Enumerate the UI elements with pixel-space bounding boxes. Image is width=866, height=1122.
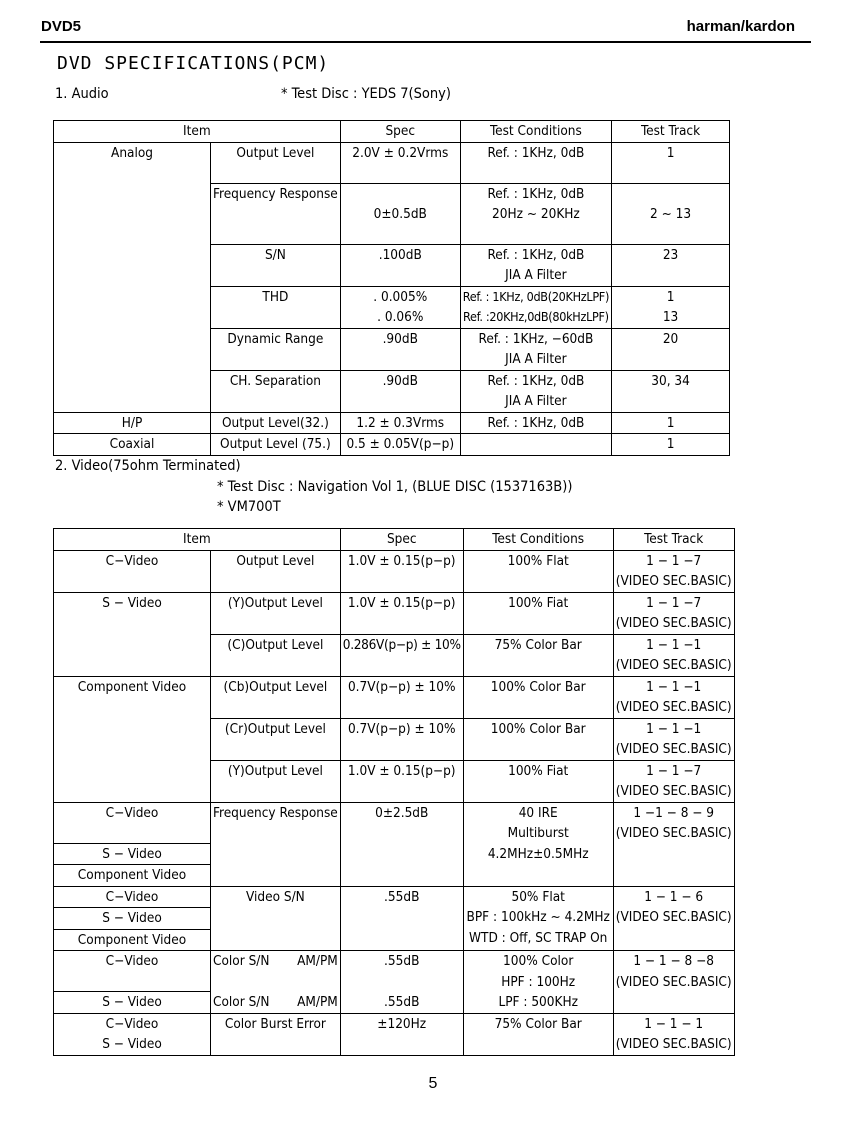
track-note: (VIDEO SEC.BASIC) [615, 783, 732, 799]
item-cell: (C)Output Level [211, 634, 341, 676]
item-cell [211, 951, 341, 992]
group-label: H/P [54, 412, 211, 434]
column-header: Item [54, 529, 341, 551]
condition-line: Ref. : 1KHz, 0dB [487, 185, 585, 202]
condition-line: 20Hz ~ 20KHz [492, 206, 580, 222]
item-cell [211, 992, 341, 1014]
group-label: S − Video [54, 992, 211, 1014]
track-value: 1 − 1 −7 [646, 762, 702, 779]
spec-cell: .55dB [340, 951, 463, 992]
spec-cell: 0.7V(p−p) ± 10% [340, 718, 463, 760]
condition-cell [460, 328, 611, 370]
spec-cell: .90dB [340, 328, 460, 370]
track-note: (VIDEO SEC.BASIC) [615, 973, 732, 990]
condition-cell: Ref. : 1KHz, 0dB [460, 142, 611, 183]
group-label: Component Video [54, 676, 211, 802]
condition-cell: 100% Fiat [463, 760, 613, 802]
condition-line: Multiburst [507, 825, 569, 841]
condition-cell [460, 244, 611, 286]
spec-cell: 0±2.5dB [340, 802, 463, 886]
column-header: Test Track [612, 121, 730, 143]
condition-line: HPF : 100Hz [501, 973, 576, 990]
video-heading: 2. Video(75ohm Terminated) [55, 458, 241, 474]
video-spec-table [53, 528, 735, 1056]
group-label: Coaxial [54, 434, 211, 456]
spec-cell: 1.0V ± 0.15(p−p) [340, 592, 463, 634]
track-note: (VIDEO SEC.BASIC) [615, 909, 732, 925]
track-value: 1 −1 − 8 − 9 [633, 804, 715, 821]
group-label: Component Video [54, 929, 211, 951]
spec-cell: 0.7V(p−p) ± 10% [340, 676, 463, 718]
condition-cell: 75% Color Bar [463, 1013, 613, 1055]
condition-line: JIA A Filter [505, 351, 567, 367]
video-test-equipment: * VM700T [217, 499, 281, 515]
spec-cell: .55dB [340, 992, 463, 1014]
track-cell [613, 550, 734, 592]
model-name: DVD5 [41, 18, 82, 35]
condition-cell [460, 286, 611, 328]
spec-cell: .55dB [340, 886, 463, 951]
track-cell: 23 [612, 244, 730, 286]
column-header: Test Conditions [463, 529, 613, 551]
condition-cell: 100% Color Bar [463, 676, 613, 718]
condition-cell: 75% Color Bar [463, 634, 613, 676]
spec-cell: ±120Hz [340, 1013, 463, 1055]
group-label: C−Video [54, 802, 211, 843]
track-cell [613, 1013, 734, 1055]
track-value: 1 − 1 − 8 −8 [633, 953, 715, 969]
item-cell: Output Level(32.) [211, 412, 341, 434]
condition-line: Ref. : 1KHz, −60dB [478, 330, 594, 347]
column-header: Test Track [613, 529, 734, 551]
condition-line: WTD : Off, SC TRAP On [469, 929, 608, 946]
track-note: (VIDEO SEC.BASIC) [615, 573, 732, 589]
group-line: S − Video [102, 1036, 162, 1052]
track-cell [613, 676, 734, 718]
spec-value: . 0.005% [373, 288, 428, 305]
page-number: 5 [428, 1075, 438, 1092]
condition-cell: 100% Flat [463, 550, 613, 592]
spec-cell: 2.0V ± 0.2Vrms [340, 142, 460, 183]
track-note: (VIDEO SEC.BASIC) [615, 657, 732, 673]
condition-line: JIA A Filter [505, 393, 567, 409]
track-value: 1 − 1 −1 [646, 678, 702, 695]
track-value: 1 − 1 −7 [646, 594, 702, 611]
spec-cell: .100dB [340, 244, 460, 286]
page-title: DVD SPECIFICATIONS(PCM) [57, 53, 330, 74]
item-cell: (Y)Output Level [211, 760, 341, 802]
condition-line: Ref. : 1KHz, 0dB(20KHzLPF) [462, 288, 610, 304]
condition-line: BPF : 100kHz ~ 4.2MHz [466, 909, 610, 925]
track-note: (VIDEO SEC.BASIC) [615, 699, 732, 715]
item-cell: Video S/N [211, 886, 341, 951]
group-label: S − Video [54, 843, 211, 865]
track-note: (VIDEO SEC.BASIC) [615, 1036, 732, 1052]
track-note: (VIDEO SEC.BASIC) [615, 825, 732, 841]
track-cell: 1 [612, 412, 730, 434]
condition-cell: 100% Color Bar [463, 718, 613, 760]
track-cell: 30, 34 [612, 370, 730, 412]
item-cell: Output Level [211, 142, 341, 183]
group-label: Analog [54, 142, 211, 412]
item-cell: (Cb)Output Level [211, 676, 341, 718]
condition-cell: 100% Fiat [463, 592, 613, 634]
track-cell [612, 286, 730, 328]
column-header: Spec [340, 121, 460, 143]
spec-cell: 0.5 ± 0.05V(p−p) [340, 434, 460, 456]
item-cell: THD [211, 286, 341, 328]
header-divider [40, 41, 811, 43]
track-note: (VIDEO SEC.BASIC) [615, 615, 732, 631]
spec-value: . 0.06% [377, 309, 424, 325]
condition-line: Ref. :20KHz,0dB(80kHzLPF) [463, 309, 609, 324]
condition-line: JIA A Filter [505, 267, 567, 283]
column-header: Item [54, 121, 341, 143]
item-mode: AM/PM [297, 953, 338, 969]
spec-cell [340, 286, 460, 328]
group-label: S − Video [54, 908, 211, 930]
brand-logo-text: harman/kardon [686, 18, 795, 35]
condition-line: 50% Flat [511, 888, 565, 905]
condition-cell [460, 434, 611, 456]
audio-test-disc: * Test Disc : YEDS 7(Sony) [281, 86, 451, 102]
table-row [54, 802, 735, 843]
item-cell: Frequency Response [211, 802, 341, 886]
spec-cell: .90dB [340, 370, 460, 412]
audio-spec-table [53, 120, 730, 456]
condition-line: 4.2MHz±0.5MHz [487, 845, 589, 862]
track-cell [612, 183, 730, 244]
condition-cell [463, 886, 613, 951]
spec-cell: 0.286V(p−p) ± 10% [340, 634, 463, 676]
track-note: (VIDEO SEC.BASIC) [615, 741, 732, 757]
table-row [54, 592, 735, 634]
group-label: C−Video [54, 951, 211, 992]
track-cell [613, 802, 734, 886]
condition-line: 100% Color [503, 953, 574, 969]
track-cell [613, 886, 734, 951]
track-cell [613, 592, 734, 634]
condition-cell [460, 183, 611, 244]
group-label: S − Video [54, 592, 211, 676]
item-cell: Output Level [211, 550, 341, 592]
group-label: C−Video [54, 886, 211, 908]
item-mode: AM/PM [297, 993, 338, 1010]
condition-line: Ref. : 1KHz, 0dB [487, 246, 585, 263]
spec-value: 0±0.5dB [373, 206, 427, 222]
condition-line: LPF : 500KHz [498, 994, 578, 1010]
condition-cell [463, 951, 613, 1014]
spec-cell: 1.0V ± 0.15(p−p) [340, 760, 463, 802]
track-cell [613, 634, 734, 676]
group-line: C−Video [105, 1015, 159, 1032]
column-header: Spec [340, 529, 463, 551]
item-cell: CH. Separation [211, 370, 341, 412]
condition-cell [460, 370, 611, 412]
table-row [54, 434, 730, 456]
table-row [54, 142, 730, 183]
track-value: 1 − 1 − 1 [644, 1015, 704, 1032]
track-value: 1 [666, 288, 675, 305]
track-cell: 1 [612, 142, 730, 183]
group-label [54, 1013, 211, 1055]
item-label: Color S/N [213, 993, 270, 1010]
table-row [54, 676, 735, 718]
table-row [54, 886, 735, 908]
group-label: Component Video [54, 865, 211, 887]
condition-line: 40 IRE [518, 804, 558, 821]
track-cell: 1 [612, 434, 730, 456]
item-cell: Color Burst Error [211, 1013, 341, 1055]
group-label: C−Video [54, 550, 211, 592]
table-row [54, 1013, 735, 1055]
item-label: Color S/N [213, 953, 270, 969]
spec-cell [340, 183, 460, 244]
audio-heading: 1. Audio [55, 86, 109, 102]
spec-cell: 1.0V ± 0.15(p−p) [340, 550, 463, 592]
table-row [54, 550, 735, 592]
spec-cell: 1.2 ± 0.3Vrms [340, 412, 460, 434]
column-header: Test Conditions [460, 121, 611, 143]
video-test-disc: * Test Disc : Navigation Vol 1, (BLUE DISC (1537163B)) [217, 479, 573, 495]
track-cell [613, 760, 734, 802]
track-cell [613, 718, 734, 760]
item-cell: Dynamic Range [211, 328, 341, 370]
track-value: 1 − 1 −1 [646, 720, 702, 737]
item-cell: Frequency Response [211, 183, 341, 244]
track-value: 1 − 1 −1 [646, 636, 702, 653]
track-value: 13 [662, 309, 679, 325]
track-cell [613, 951, 734, 1014]
item-cell: (Cr)Output Level [211, 718, 341, 760]
item-cell: S/N [211, 244, 341, 286]
track-value: 1 − 1 −7 [646, 552, 702, 569]
item-cell: Output Level (75.) [211, 434, 341, 456]
track-value: 1 − 1 − 6 [644, 888, 704, 905]
condition-cell [463, 802, 613, 886]
track-value: 2 ~ 13 [650, 206, 692, 222]
track-cell: 20 [612, 328, 730, 370]
table-row [54, 412, 730, 434]
condition-cell: Ref. : 1KHz, 0dB [460, 412, 611, 434]
condition-line: Ref. : 1KHz, 0dB [487, 372, 585, 389]
item-cell: (Y)Output Level [211, 592, 341, 634]
table-row [54, 951, 735, 992]
